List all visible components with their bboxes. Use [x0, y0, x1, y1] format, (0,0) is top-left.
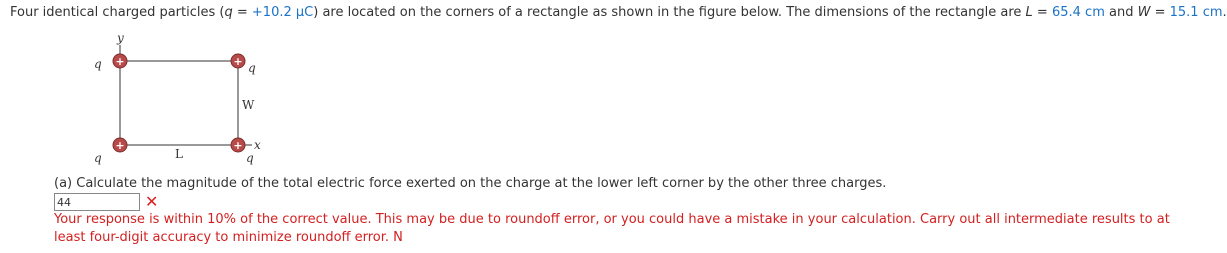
q-symbol: q	[224, 5, 233, 20]
charge-label-bottom-right: q	[246, 151, 254, 165]
feedback-message: Your response is within 10% of the correct value. This may be due to roundoff error, or you could have a mistake in your calculation. Carry out all intermediate results to at least four-digit accuracy to minimize roundoff error. N	[54, 212, 1170, 245]
W-symbol: W	[1137, 5, 1151, 20]
charge-bottom-right	[231, 138, 245, 152]
problem-mid: ) are located on the corners of a rectangle as shown in the figure below. The dimensions of the rectangle are	[313, 5, 1026, 20]
charge-sign: +	[115, 55, 125, 68]
part-a-answer-row	[54, 193, 158, 211]
W-value: 15.1 cm	[1169, 5, 1223, 20]
W-equals: =	[1150, 5, 1170, 20]
problem-statement	[10, 4, 1227, 22]
width-label: W	[242, 98, 255, 112]
charge-top-right	[231, 54, 245, 68]
q-value: +10.2 μC	[251, 5, 314, 20]
length-label: L	[175, 147, 183, 161]
charge-label-top-right: q	[248, 61, 256, 75]
charge-label-top-left: q	[94, 57, 102, 71]
answer-input[interactable]	[54, 193, 140, 211]
rectangle	[120, 61, 238, 145]
charge-sign: +	[233, 55, 243, 68]
charge-sign: +	[115, 139, 125, 152]
problem-intro: Four identical charged particles (	[10, 5, 225, 20]
L-equals: =	[1032, 5, 1052, 20]
rectangle-figure	[80, 30, 280, 170]
charge-label-bottom-left: q	[94, 151, 102, 165]
charge-top-left	[113, 54, 127, 68]
problem-and: and	[1104, 5, 1138, 20]
problem-end: .	[1222, 5, 1227, 20]
L-symbol: L	[1025, 5, 1033, 20]
charge-sign: +	[233, 139, 243, 152]
charge-bottom-left	[113, 138, 127, 152]
part-a-question: (a) Calculate the magnitude of the total electric force exerted on the charge at the lower left corner by the other three charges.	[54, 176, 887, 191]
L-value: 65.4 cm	[1051, 5, 1105, 20]
x-axis-label: x	[254, 138, 261, 152]
x-mark-icon: ✕	[145, 192, 159, 211]
q-equals: =	[232, 5, 252, 20]
y-axis-label: y	[117, 31, 124, 45]
